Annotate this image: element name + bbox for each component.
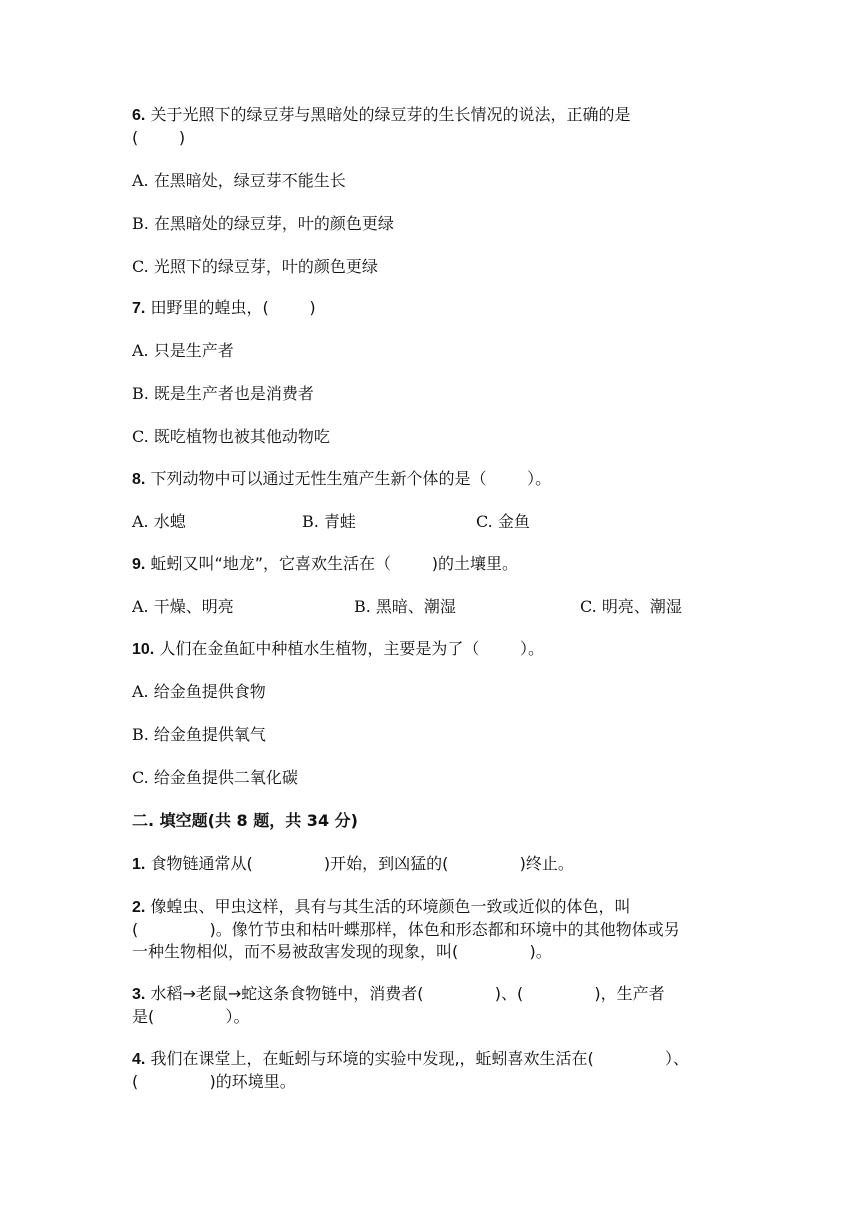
option-b[interactable]: B. 在黑暗处的绿豆芽，叶的颜色更绿 bbox=[132, 214, 394, 233]
option-c[interactable]: C. 既吃植物也被其他动物吃 bbox=[132, 427, 330, 446]
fill-question-2 bbox=[132, 896, 742, 963]
question-number: 6. bbox=[132, 107, 146, 124]
option-a[interactable]: A. 干燥、明亮 bbox=[132, 597, 234, 616]
fill-question-4 bbox=[132, 1048, 742, 1093]
question-text: 我们在课堂上，在蚯蚓与环境的实验中发现,，蚯蚓喜欢生活在( ）、 ( )的环境里。 bbox=[132, 1049, 689, 1091]
question-8 bbox=[132, 468, 742, 491]
question-6 bbox=[132, 104, 742, 149]
options-row bbox=[132, 596, 742, 618]
option-b[interactable]: B. 黑暗、潮湿 bbox=[354, 597, 456, 616]
question-number: 10. bbox=[132, 641, 155, 658]
question-number: 9. bbox=[132, 556, 146, 573]
option-b[interactable]: B. 给金鱼提供氧气 bbox=[132, 725, 266, 744]
question-text: 食物链通常从( )开始，到凶猛的( )终止。 bbox=[150, 854, 574, 873]
question-number: 8. bbox=[132, 471, 146, 488]
question-text: 关于光照下的绿豆芽与黑暗处的绿豆芽的生长情况的说法，正确的是 ( ) bbox=[132, 105, 631, 147]
question-number: 1. bbox=[132, 856, 146, 873]
option-a[interactable]: A. 水螅 bbox=[132, 512, 186, 531]
section-title: 二. 填空题(共 8 题，共 34 分) bbox=[132, 811, 358, 830]
question-number: 3. bbox=[132, 986, 146, 1003]
question-7 bbox=[132, 297, 742, 320]
question-9 bbox=[132, 553, 742, 576]
option-a[interactable]: A. 给金鱼提供食物 bbox=[132, 682, 266, 701]
fill-question-3 bbox=[132, 983, 742, 1028]
option-b[interactable]: B. 既是生产者也是消费者 bbox=[132, 384, 314, 403]
option-c[interactable]: C. 明亮、潮湿 bbox=[580, 597, 682, 616]
question-text: 蚯蚓又叫“地龙”，它喜欢生活在（ )的土壤里。 bbox=[150, 554, 518, 573]
fill-question-1 bbox=[132, 853, 742, 876]
question-number: 4. bbox=[132, 1051, 146, 1068]
option-c[interactable]: C. 光照下的绿豆芽，叶的颜色更绿 bbox=[132, 257, 378, 276]
option-c[interactable]: C. 给金鱼提供二氧化碳 bbox=[132, 768, 298, 787]
question-text: 像蝗虫、甲虫这样，具有与其生活的环境颜色一致或近似的体色，叫 ( )。像竹节虫和枯叶蝶那样，体色和形态都和环境中的其他物体或另 一种生物相似，而不易被敌害发现的现象，叫( )。 bbox=[132, 897, 680, 961]
question-10 bbox=[132, 638, 742, 661]
option-a[interactable]: A. 只是生产者 bbox=[132, 341, 234, 360]
question-number: 7. bbox=[132, 300, 146, 317]
question-text: 水稻→老鼠→蛇这条食物链中，消费者( )、( )，生产者 是( ）。 bbox=[132, 984, 665, 1026]
question-text: 下列动物中可以通过无性生殖产生新个体的是（ ）。 bbox=[150, 469, 552, 488]
options-row bbox=[132, 511, 742, 533]
question-text: 人们在金鱼缸中种植水生植物，主要是为了（ ）。 bbox=[159, 639, 545, 658]
question-text: 田野里的蝗虫，( ) bbox=[150, 298, 316, 317]
option-c[interactable]: C. 金鱼 bbox=[476, 512, 530, 531]
option-a[interactable]: A. 在黑暗处，绿豆芽不能生长 bbox=[132, 171, 346, 190]
question-number: 2. bbox=[132, 899, 146, 916]
option-b[interactable]: B. 青蛙 bbox=[302, 512, 356, 531]
